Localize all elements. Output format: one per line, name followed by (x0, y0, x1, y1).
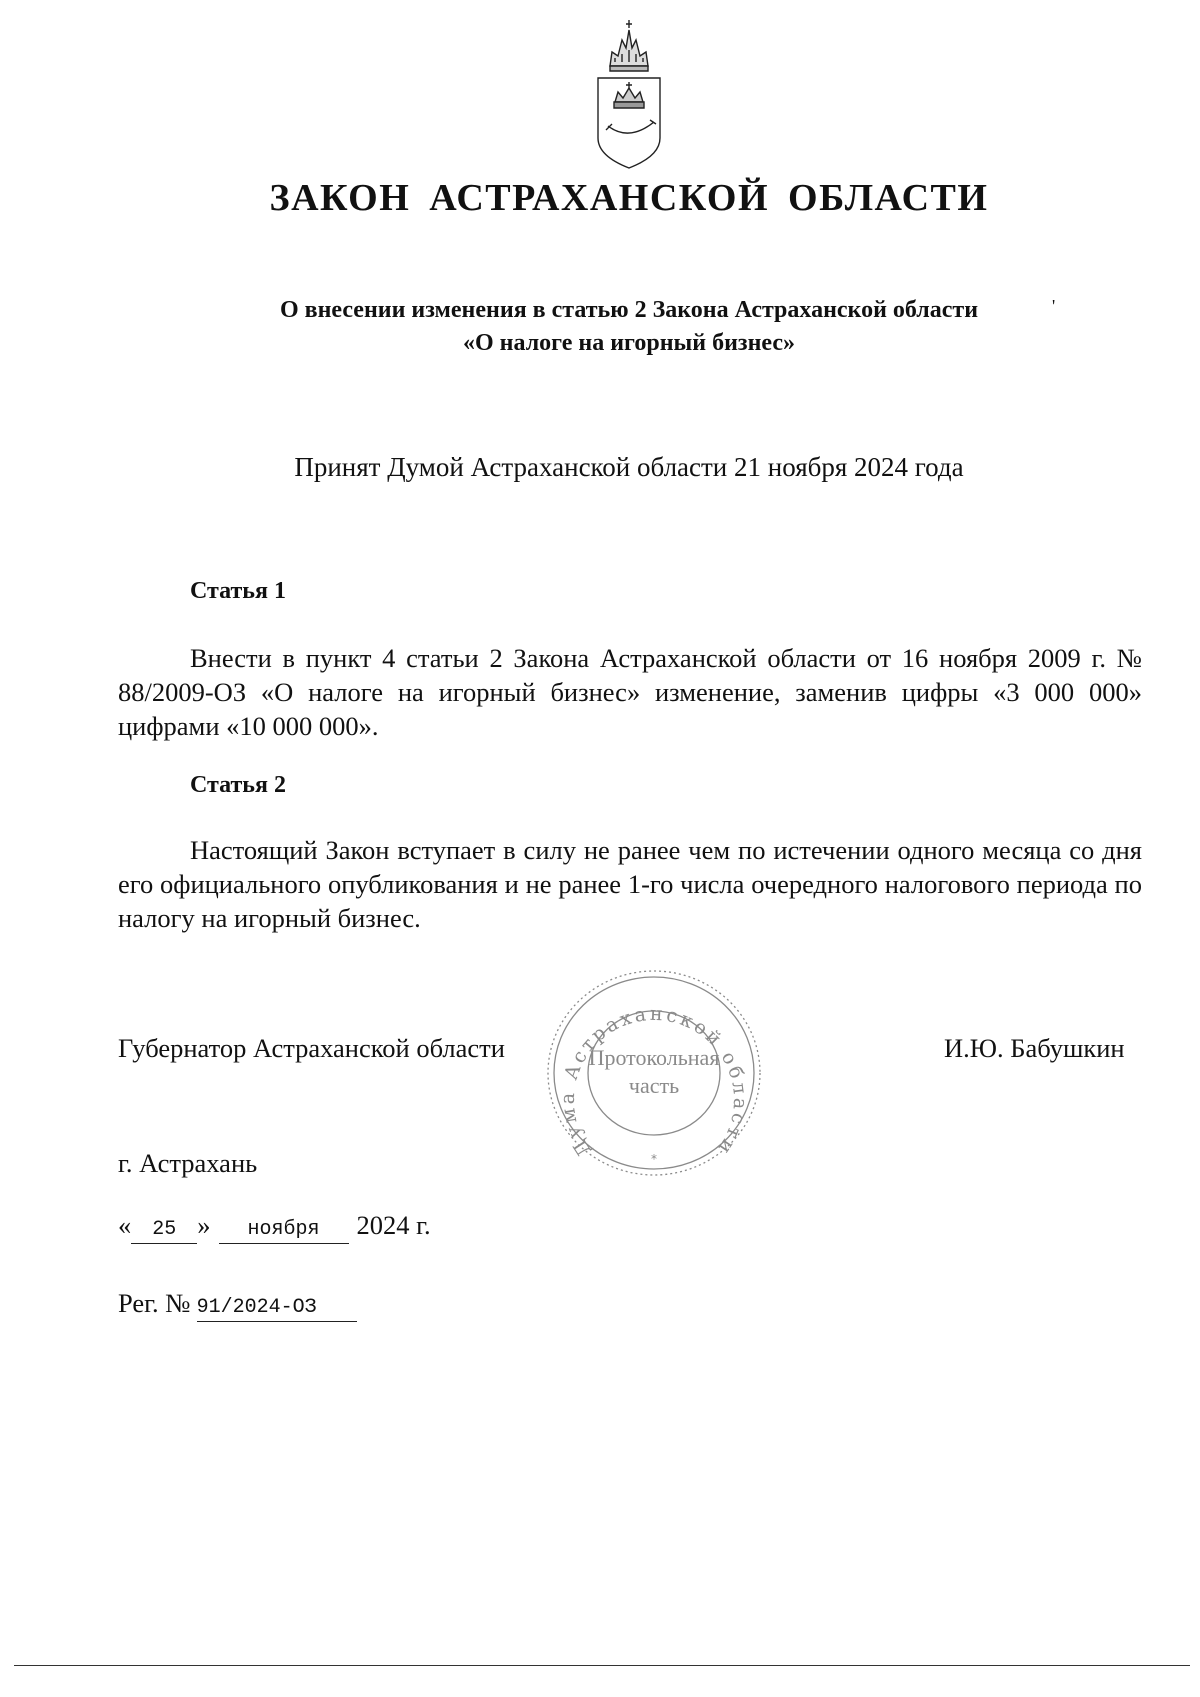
article-2-heading: Статья 2 (190, 772, 286, 798)
date-close-quote: » (197, 1210, 211, 1240)
city: г. Астрахань (118, 1148, 258, 1178)
registration-prefix: Рег. № (118, 1288, 191, 1318)
law-subtitle-line-1: О внесении изменения в статью 2 Закона Астраханской области (279, 297, 979, 323)
governor-title: Губернатор Астраханской области (118, 1033, 505, 1063)
law-title: ЗАКОН АСТРАХАНСКОЙ ОБЛАСТИ (269, 177, 989, 219)
margin-mark: ' (1052, 296, 1056, 316)
registration-number: 91/2024-ОЗ (197, 1295, 357, 1322)
date-open-quote: « (118, 1210, 132, 1240)
stamp-star: * (651, 1152, 657, 1166)
article-1-text: Внести в пункт 4 статьи 2 Закона Астраханской области от 16 ноября 2009 г. № 88/2009-ОЗ «О налоге на игорный бизнес» изменение, заменив цифры «3 000 000» цифрами «10 000 000». (118, 643, 1142, 741)
date-day: 25 (131, 1217, 197, 1244)
law-subtitle-line-2: «О налоге на игорный бизнес» (462, 330, 795, 356)
article-2-text: Настоящий Закон вступает в силу не ранее чем по истечении одного месяца со дня его официального опубликования и не ранее 1-го числа очередного налогового периода по налогу на игорный бизнес. (118, 835, 1142, 933)
registration-line (118, 1288, 357, 1322)
article-1-heading: Статья 1 (190, 578, 286, 604)
governor-name: И.Ю. Бабушкин (944, 1033, 1125, 1063)
coat-of-arms-emblem (588, 18, 670, 170)
official-stamp (536, 963, 772, 1183)
adoption-statement: Принят Думой Астраханской области 21 ноября 2024 года (294, 452, 964, 482)
date-month: ноября (219, 1217, 349, 1244)
signing-date (118, 1210, 431, 1244)
date-year: 2024 г. (356, 1210, 431, 1240)
stamp-center-line-1: Протокольная (588, 1045, 720, 1070)
page-bottom-rule (14, 1665, 1190, 1666)
stamp-center-line-2: часть (628, 1073, 680, 1098)
stamp-ring-text: Дума Астраханской области (556, 1002, 752, 1161)
